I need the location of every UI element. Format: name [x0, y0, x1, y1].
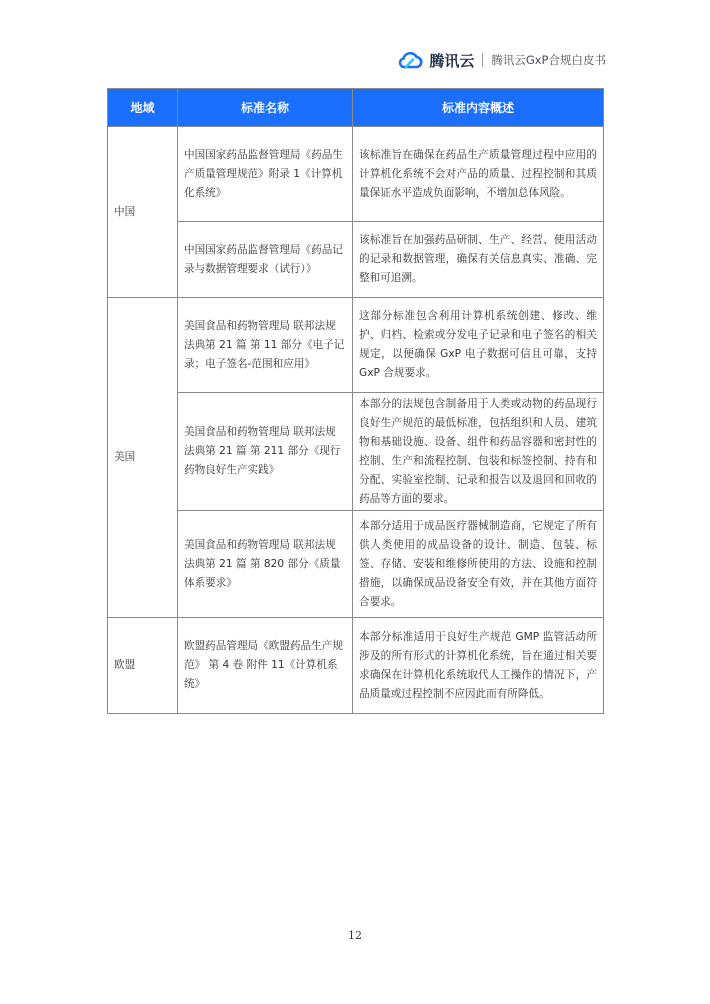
standard-name-cell: 美国食品和药物管理局 联邦法规法典第 21 篇 第 820 部分《质量体系要求》	[178, 511, 353, 618]
column-header-region: 地域	[108, 89, 178, 127]
standard-summary-cell: 该标准旨在确保在药品生产质量管理过程中应用的计算机化系统不会对产品的质量、过程控制和其质量保证水平造成负面影响，不增加总体风险。	[353, 127, 604, 222]
region-cell: 美国	[108, 298, 178, 618]
region-cell: 中国	[108, 127, 178, 298]
standard-summary-cell: 本部分的法规包含制备用于人类或动物的药品现行良好生产规范的最低标准，包括组织和人员、建筑物和基础设施、设备、组件和药品容器和密封性的控制、生产和流程控制、包装和标签控制、持有和分配、实验室控制、记录和报告以及退回和回收的药品等方面的要求。	[353, 393, 604, 511]
header-divider	[482, 53, 483, 67]
standard-name-cell: 中国国家药品监督管理局《药品记录与数据管理要求（试行）》	[178, 222, 353, 298]
brand-name: 腾讯云	[429, 51, 475, 70]
table-row	[108, 393, 604, 511]
standard-summary-cell: 该标准旨在加强药品研制、生产、经营、使用活动的记录和数据管理，确保有关信息真实、准确、完整和可追溯。	[353, 222, 604, 298]
table-row	[108, 127, 604, 222]
page-number: 12	[348, 929, 362, 942]
standard-name-cell: 欧盟药品管理局《欧盟药品生产规范》 第 4 卷 附件 11《计算机系统》	[178, 618, 353, 714]
standard-name-cell: 美国食品和药物管理局 联邦法规法典第 21 篇 第 11 部分《电子记录；电子签名-范围和应用》	[178, 298, 353, 393]
table-header-row	[108, 89, 604, 127]
table-row	[108, 298, 604, 393]
standard-summary-cell: 这部分标准包含利用计算机系统创建、修改、维护、归档、检索或分发电子记录和电子签名的相关规定，以便确保 GxP 电子数据可信且可靠，支持 GxP 合规要求。	[353, 298, 604, 393]
region-cell: 欧盟	[108, 618, 178, 714]
table-row	[108, 618, 604, 714]
table-row	[108, 511, 604, 618]
table-row	[108, 222, 604, 298]
page-header	[397, 48, 606, 72]
standard-name-cell: 中国国家药品监督管理局《药品生产质量管理规范》附录 1《计算机化系统》	[178, 127, 353, 222]
document-title: 腾讯云GxP合规白皮书	[491, 53, 606, 67]
standard-summary-cell: 本部分适用于成品医疗器械制造商，它规定了所有供人类使用的成品设备的设计、制造、包装、标签、存储、安装和维修所使用的方法、设施和控制措施，以确保成品设备安全有效，并在其他方面符合要求。	[353, 511, 604, 618]
standards-table	[107, 88, 604, 714]
column-header-standard-name: 标准名称	[178, 89, 353, 127]
column-header-standard-summary: 标准内容概述	[353, 89, 604, 127]
cloud-logo-icon	[397, 50, 423, 70]
standard-summary-cell: 本部分标准适用于良好生产规范 GMP 监管活动所涉及的所有形式的计算机化系统，旨在通过相关要求确保在计算机化系统取代人工操作的情况下，产品质量或过程控制不应因此而有所降低。	[353, 618, 604, 714]
standard-name-cell: 美国食品和药物管理局 联邦法规法典第 21 篇 第 211 部分《现行药物良好生产实践》	[178, 393, 353, 511]
